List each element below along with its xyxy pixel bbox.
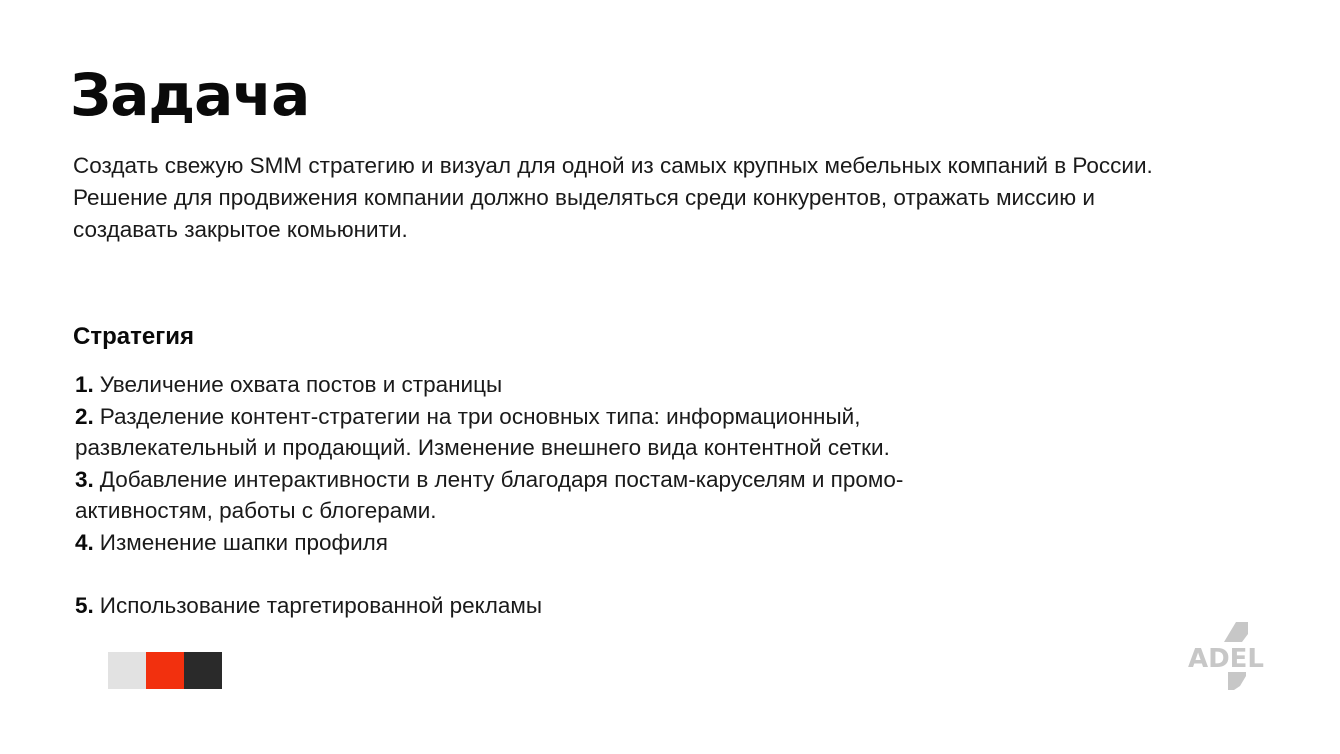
strategy-item (75, 464, 1035, 527)
strategy-heading: Стратегия (73, 323, 194, 350)
color-swatch-red (146, 652, 184, 689)
adel-logo-text: ADEL (1187, 644, 1265, 674)
strategy-item-text: Добавление интерактивности в ленту благодаря постам-каруселям и промо-активностям, работы с блогерами. (75, 466, 904, 523)
strategy-item-text: Использование таргетированной рекламы (99, 592, 543, 618)
strategy-item (75, 527, 1035, 559)
strategy-item-number: 3. (75, 466, 94, 492)
strategy-item-number: 1. (75, 372, 94, 397)
strategy-item-number: 4. (75, 529, 94, 555)
adel-logo (1186, 620, 1266, 690)
strategy-item-text: Изменение шапки профиля (99, 529, 388, 555)
strategy-item-number: 2. (75, 403, 94, 429)
page-title: Задача (70, 61, 310, 129)
color-swatch-light-gray (108, 652, 146, 689)
strategy-item (75, 590, 1035, 622)
strategy-item (75, 369, 1035, 401)
color-swatch-dark (184, 652, 222, 689)
strategy-list (75, 369, 1035, 621)
strategy-item (75, 401, 1035, 464)
strategy-item-number: 5. (75, 592, 94, 618)
color-palette (108, 652, 222, 689)
strategy-item-text: Увеличение охвата постов и страницы (99, 372, 503, 397)
task-description: Создать свежую SMM стратегию и визуал для одной из самых крупных мебельных компаний в России. Решение для продвижения компании должно выделяться среди конкурентов, отражать миссию и создавать закрытое комьюнити. (73, 153, 1153, 242)
strategy-item-text: Разделение контент-стратегии на три основных типа: информационный, развлекательный и продающий. Изменение внешнего вида контентной сетки. (75, 403, 890, 460)
